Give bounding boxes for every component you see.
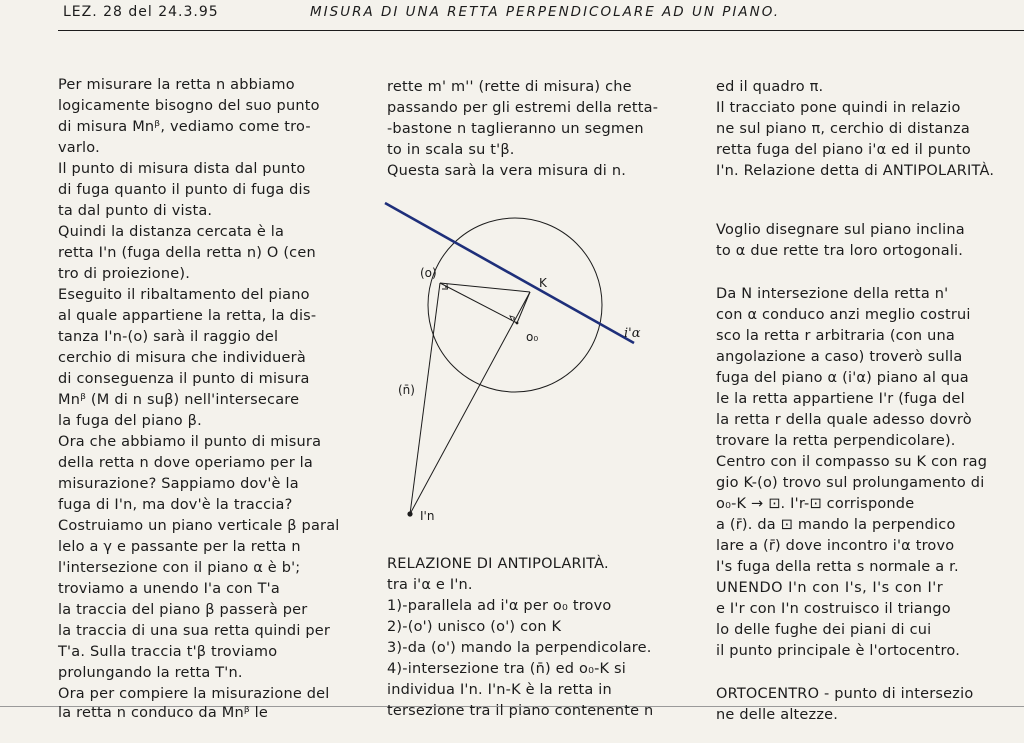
text-line: l'intersezione con il piano α è b'; xyxy=(58,560,301,576)
text-line: I's fuga della retta s normale a r. xyxy=(716,559,959,575)
text-line: -bastone n taglieranno un segmen xyxy=(387,121,644,137)
label-i-alpha: i'α xyxy=(624,326,641,341)
line-k-to-in xyxy=(410,292,530,514)
text-line: lo delle fughe dei piani di cui xyxy=(716,622,932,638)
text-line: Quindi la distanza cercata è la xyxy=(58,224,285,240)
text-line: Costruiamo un piano verticale β paral xyxy=(58,518,340,534)
text-line: to α due rette tra loro ortogonali. xyxy=(716,243,964,259)
text-line: e I'r con I'n costruisco il triango xyxy=(716,601,951,617)
text-line: la retta r della quale adesso dovrò xyxy=(716,412,972,428)
text-line: 3)-da (o') mando la perpendicolare. xyxy=(387,640,652,656)
angle-dot xyxy=(445,286,447,288)
text-line: trovare la retta perpendicolare). xyxy=(716,433,956,449)
text-line: il punto principale è l'ortocentro. xyxy=(716,643,961,659)
text-line: misurazione? Sappiamo dov'è la xyxy=(58,476,299,492)
text-line: ne sul piano π, cerchio di distanza xyxy=(716,121,970,137)
text-line: la traccia di una sua retta quindi per xyxy=(58,623,331,639)
text-line: Ora che abbiamo il punto di misura xyxy=(58,434,322,450)
text-line: 4)-intersezione tra (n̄) ed o₀-K si xyxy=(387,661,627,677)
text-line: logicamente bisogno del suo punto xyxy=(58,98,320,114)
label-o0: o₀ xyxy=(526,330,539,344)
text-line: angolazione a caso) troverò sulla xyxy=(716,349,963,365)
label-o-paren: (o) xyxy=(420,266,437,280)
text-line: la fuga del piano β. xyxy=(58,413,202,429)
text-line: a (r̄). da ⊡ mando la perpendico xyxy=(716,517,956,533)
text-line: rette m' m'' (rette di misura) che xyxy=(387,79,632,95)
page-title: MISURA DI UNA RETTA PERPENDICOLARE AD UN PIANO. xyxy=(310,4,781,20)
text-line: lare a (r̄) dove incontro i'α trovo xyxy=(716,538,955,554)
text-line: ed il quadro π. xyxy=(716,79,824,95)
text-line: Centro con il compasso su K con rag xyxy=(716,454,988,470)
text-line: retta I'n (fuga della retta n) O (cen xyxy=(58,245,316,261)
text-line: UNENDO I'n con I's, I's con I'r xyxy=(716,580,944,596)
text-line: retta fuga del piano i'α ed il punto xyxy=(716,142,971,158)
text-line: T'a. Sulla traccia t'β troviamo xyxy=(58,644,278,660)
text-line: 1)-parallela ad i'α per o₀ trovo xyxy=(387,598,612,614)
text-line: troviamo a unendo I'a con T'a xyxy=(58,581,280,597)
text-line: le la retta appartiene I'r (fuga del xyxy=(716,391,965,407)
label-k: K xyxy=(539,276,547,290)
text-line: di conseguenza il punto di misura xyxy=(58,371,310,387)
text-line: Da N intersezione della retta n' xyxy=(716,286,949,302)
text-line: con α conduco anzi meglio costrui xyxy=(716,307,971,323)
text-line: fuga di I'n, ma dov'è la traccia? xyxy=(58,497,293,513)
text-line: lelo a γ e passante per la retta n xyxy=(58,539,301,555)
text-line: la retta n conduco da Mnᵝ le xyxy=(58,705,269,721)
text-line: I'n. Relazione detta di ANTIPOLARITÀ. xyxy=(716,163,995,179)
text-line: to in scala su t'β. xyxy=(387,142,515,158)
text-line: tanza I'n-(o) sarà il raggio del xyxy=(58,329,279,345)
text-line: della retta n dove operiamo per la xyxy=(58,455,313,471)
text-line: la traccia del piano β passerà per xyxy=(58,602,308,618)
text-line: tersezione tra il piano contenente n xyxy=(387,703,654,719)
point-o0 xyxy=(516,322,519,325)
text-line: sco la retta r arbitraria (con una xyxy=(716,328,955,344)
text-line: ne delle altezze. xyxy=(716,707,839,723)
text-line: varlo. xyxy=(58,140,100,156)
text-line: fuga del piano α (i'α) piano al qua xyxy=(716,370,969,386)
text-line: Questa sarà la vera misura di n. xyxy=(387,163,627,179)
label-n-bar: (n̄) xyxy=(398,383,415,397)
section-heading-ortocentro: ORTOCENTRO - punto di intersezio xyxy=(716,686,974,702)
lesson-label: LEZ. 28 del 24.3.95 xyxy=(63,4,219,20)
text-line: prolungando la retta T'n. xyxy=(58,665,243,681)
text-line: cerchio di misura che individuerà xyxy=(58,350,306,366)
text-line: ta dal punto di vista. xyxy=(58,203,213,219)
text-line: Il tracciato pone quindi in relazio xyxy=(716,100,961,116)
text-line: gio K-(o) trovo sul prolungamento di xyxy=(716,475,985,491)
text-line: tro di proiezione). xyxy=(58,266,191,282)
text-line: al quale appartiene la retta, la dis- xyxy=(58,308,317,324)
line-o-to-o0 xyxy=(440,283,517,323)
label-in: I'n xyxy=(420,509,435,523)
text-line: tra i'α e I'n. xyxy=(387,577,473,593)
text-line: Voglio disegnare sul piano inclina xyxy=(716,222,965,238)
text-line: o₀-K → ⊡. I'r-⊡ corrisponde xyxy=(716,496,915,512)
text-line: 2)-(o') unisco (o') con K xyxy=(387,619,562,635)
text-line: Per misurare la retta n abbiamo xyxy=(58,77,295,93)
text-line: Ora per compiere la misurazione del xyxy=(58,686,330,702)
text-line: di fuga quanto il punto di fuga dis xyxy=(58,182,311,198)
text-line: passando per gli estremi della retta- xyxy=(387,100,659,116)
text-line: Il punto di misura dista dal punto xyxy=(58,161,306,177)
section-heading-antipolarita: RELAZIONE DI ANTIPOLARITÀ. xyxy=(387,556,609,572)
text-line: individua I'n. I'n-K è la retta in xyxy=(387,682,612,698)
text-line: di misura Mnᵝ, vediamo come tro- xyxy=(58,119,311,135)
text-line: Mnᵝ (M di n suβ) nell'intersecare xyxy=(58,392,300,408)
distance-circle xyxy=(428,218,602,392)
point-in xyxy=(407,511,412,516)
angle-dot xyxy=(513,318,515,320)
line-o-to-k xyxy=(440,283,530,292)
line-n-bar xyxy=(410,283,440,514)
text-line: Eseguito il ribaltamento del piano xyxy=(58,287,310,303)
